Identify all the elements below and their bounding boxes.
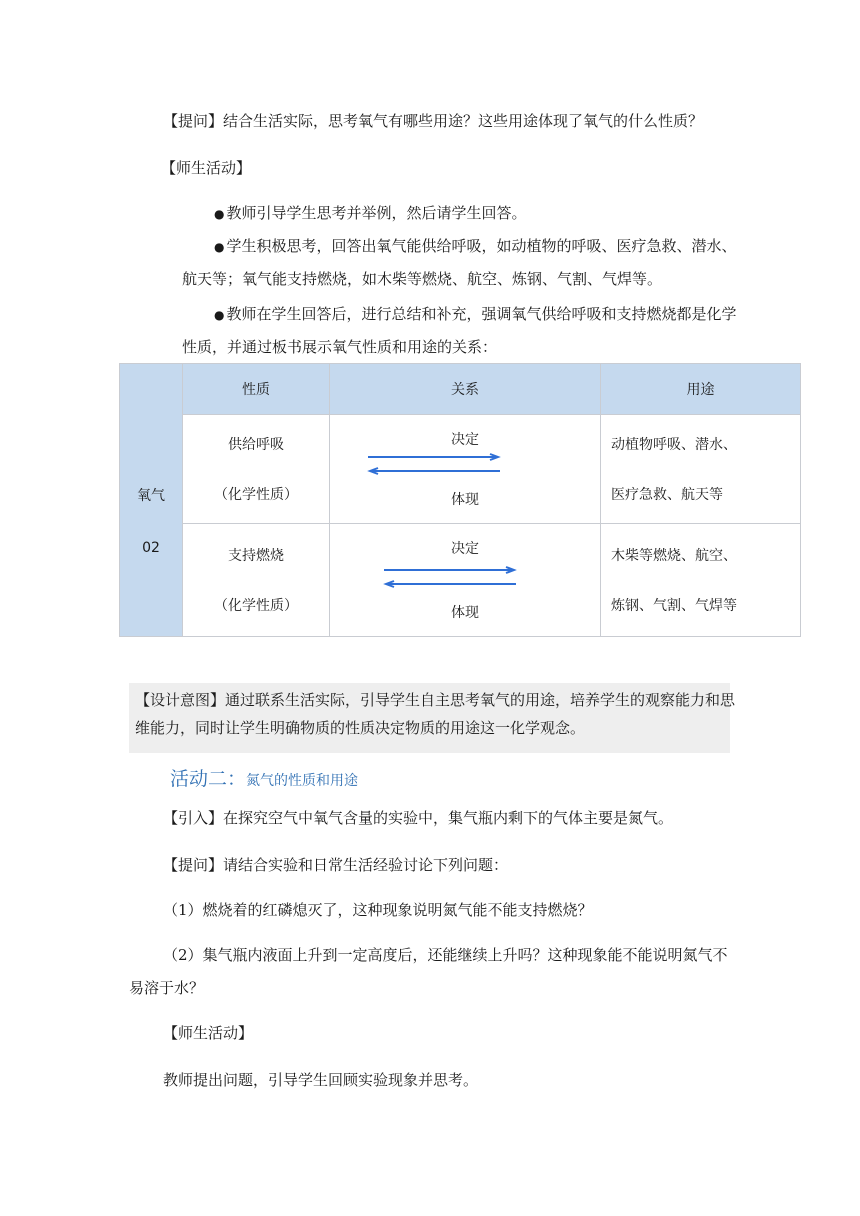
question-item-2: （2）集气瓶内液面上升到一定高度后，还能继续上升吗？这种现象能不能说明氮气不 <box>163 946 728 964</box>
use-line: 医疗急救、航天等 <box>611 487 723 503</box>
property-name: 供给呼吸 <box>228 437 284 453</box>
table-side-label <box>120 364 183 637</box>
bullet-item-3 <box>214 304 737 325</box>
property-name: 支持燃烧 <box>228 548 284 564</box>
design-intent-box <box>129 683 736 753</box>
bullet-icon: ● <box>214 240 225 254</box>
bullet-item-1 <box>214 203 527 224</box>
relation-determines: 决定 <box>451 432 479 448</box>
activity-heading-2: 【师生活动】 <box>163 1024 254 1042</box>
question-oxygen-uses: 【提问】结合生活实际，思考氧气有哪些用途？这些用途体现了氧气的什么性质？ <box>163 112 704 130</box>
activity-heading: 【师生活动】 <box>161 159 252 177</box>
table-cell-use <box>601 415 801 524</box>
teacher-activity-text: 教师提出问题，引导学生回顾实验现象并思考。 <box>163 1071 479 1089</box>
use-line: 木柴等燃烧、航空、 <box>611 548 737 564</box>
side-label-name: 氧气 <box>137 487 165 504</box>
bullet-text: 教师在学生回答后，进行总结和补充，强调氧气供给呼吸和支持燃烧都是化学 <box>226 305 737 323</box>
relation-determines: 决定 <box>451 541 479 557</box>
bullet-item-2 <box>214 236 737 257</box>
header-relation: 关系 <box>330 364 601 415</box>
double-arrow-icon <box>382 566 518 590</box>
question-item-1: （1）燃烧着的红磷熄灭了，这种现象说明氮气能不能支持燃烧？ <box>163 901 593 919</box>
property-type: （化学性质） <box>214 598 298 614</box>
use-line: 动植物呼吸、潜水、 <box>611 437 737 453</box>
design-intent-line: 【设计意图】通过联系生活实际，引导学生自主思考氧气的用途，培养学生的观察能力和思 <box>135 691 736 709</box>
relation-reflects: 体现 <box>451 492 479 508</box>
bullet-item-2-cont: 航天等；氧气能支持燃烧，如木柴等燃烧、航空、炼钢、气割、气焊等。 <box>182 270 663 288</box>
double-arrow-icon <box>366 453 502 477</box>
table-cell-relation <box>330 524 601 637</box>
question-item-2-cont: 易溶于水？ <box>129 979 205 997</box>
question-discussion: 【提问】请结合实验和日常生活经验讨论下列问题： <box>163 856 509 874</box>
bullet-text: 学生积极思考，回答出氧气能供给呼吸，如动植物的呼吸、医疗急救、潜水、 <box>226 237 737 255</box>
side-label-formula: 02 <box>142 539 160 556</box>
oxygen-relation-table <box>119 363 801 637</box>
design-intent-line: 维能力，同时让学生明确物质的性质决定物质的用途这一化学观念。 <box>135 719 586 737</box>
activity-two-label: 活动二： <box>170 768 247 790</box>
activity-two-subtitle: 氮气的性质和用途 <box>246 773 359 789</box>
table-cell-property <box>183 524 330 637</box>
header-use: 用途 <box>601 364 801 415</box>
intro-paragraph: 【引入】在探究空气中氧气含量的实验中，集气瓶内剩下的气体主要是氮气。 <box>163 809 674 827</box>
header-property: 性质 <box>183 364 330 415</box>
table-cell-property <box>183 415 330 524</box>
bullet-icon: ● <box>214 207 225 221</box>
bullet-item-3-cont: 性质，并通过板书展示氧气性质和用途的关系： <box>182 338 498 356</box>
relation-reflects: 体现 <box>451 605 479 621</box>
bullet-text: 教师引导学生思考并举例，然后请学生回答。 <box>226 204 527 222</box>
activity-two-title <box>170 764 358 791</box>
bullet-icon: ● <box>214 308 225 322</box>
table-cell-use <box>601 524 801 637</box>
table-cell-relation <box>330 415 601 524</box>
use-line: 炼钢、气割、气焊等 <box>611 598 737 614</box>
property-type: （化学性质） <box>214 487 298 503</box>
